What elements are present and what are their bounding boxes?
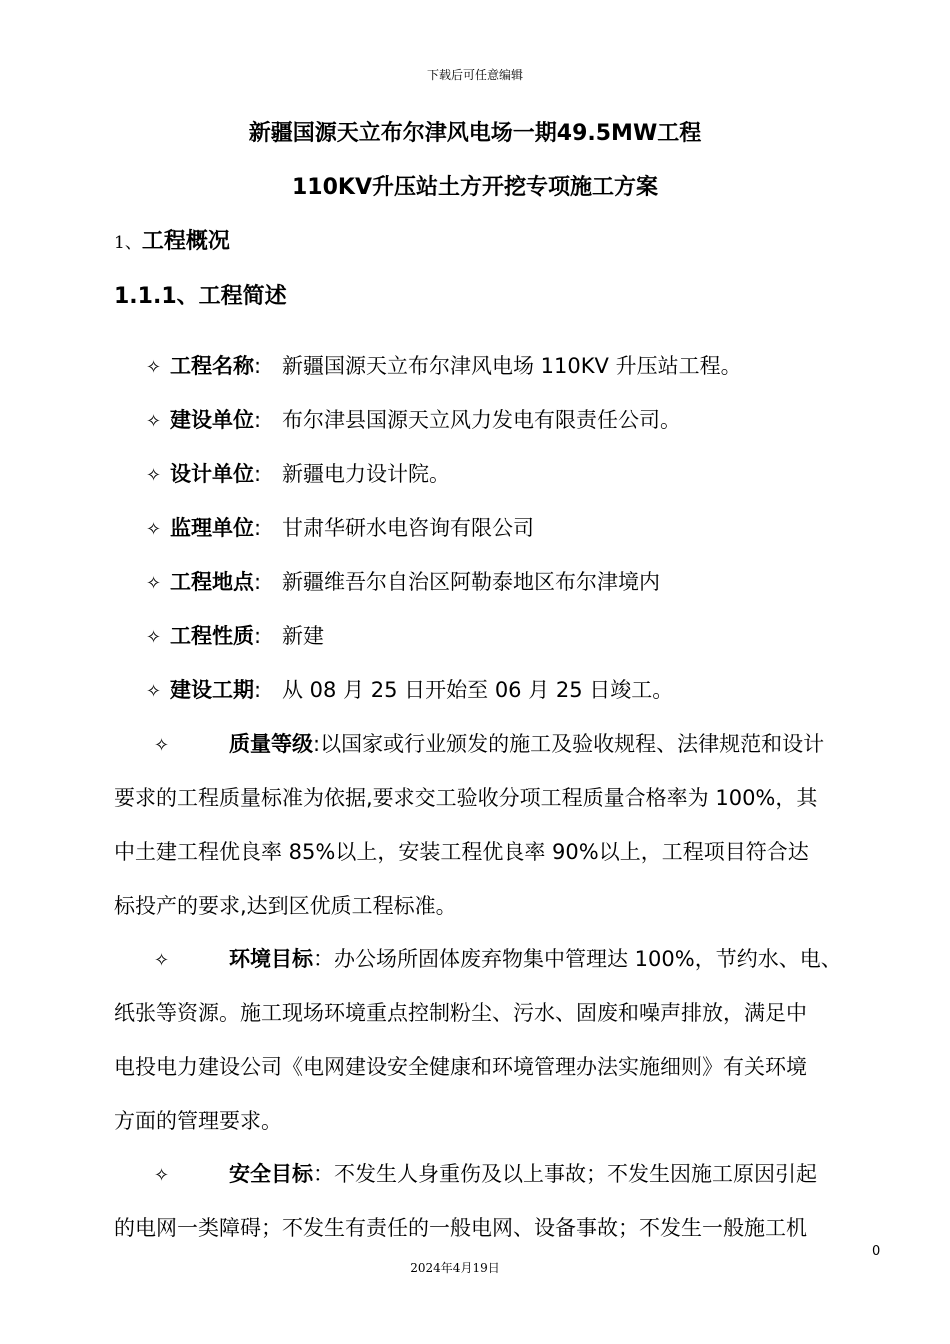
- item-value: 新疆国源天立布尔津风电场 110KV 升压站工程。: [282, 354, 742, 378]
- paragraph-label: 质量等级: [229, 732, 313, 756]
- info-item-project-name: [146, 350, 742, 380]
- document-title-line1: 新疆国源天立布尔津风电场一期49.5MW工程: [248, 121, 702, 146]
- item-colon: :: [254, 624, 262, 648]
- star-bullet-icon: ✧: [146, 681, 162, 702]
- page-number: 0: [872, 1244, 881, 1259]
- section-title: 工程概况: [141, 229, 230, 254]
- item-label: 工程名称: [170, 354, 254, 378]
- info-item-nature: [146, 620, 324, 650]
- item-colon: :: [254, 516, 262, 540]
- item-value: 新疆电力设计院。: [282, 462, 450, 486]
- item-colon: :: [254, 462, 262, 486]
- item-colon: :: [254, 354, 262, 378]
- info-item-owner: [146, 404, 681, 434]
- paragraph-label: 安全目标: [229, 1162, 313, 1186]
- item-value: 新疆维吾尔自治区阿勒泰地区布尔津境内: [282, 570, 660, 594]
- item-label: 工程性质: [170, 624, 254, 648]
- section-number: 1、: [114, 233, 142, 253]
- paragraph-line: 要求的工程质量标准为依据,要求交工验收分项工程质量合格率为 100%，其: [114, 786, 818, 810]
- item-value: 甘肃华研水电咨询有限公司: [282, 516, 534, 540]
- paragraph-line: ✧ 安全目标：不发生人身重伤及以上事故；不发生因施工原因引起: [114, 1158, 817, 1188]
- item-value: 从 08 月 25 日开始至 06 月 25 日竣工。: [282, 678, 674, 702]
- item-value: 新建: [282, 624, 324, 648]
- paragraph-line: ✧ 质量等级:以国家或行业颁发的施工及验收规程、法律规范和设计: [114, 728, 824, 758]
- item-colon: :: [254, 570, 262, 594]
- star-bullet-icon: ✧: [154, 735, 170, 756]
- star-bullet-icon: ✧: [154, 950, 170, 971]
- item-value: 布尔津县国源天立风力发电有限责任公司。: [282, 408, 681, 432]
- info-item-location: [146, 566, 660, 596]
- paragraph-line: ✧ 环境目标：办公场所固体废弃物集中管理达 100%，节约水、电、: [114, 943, 842, 973]
- item-colon: :: [254, 678, 262, 702]
- info-item-designer: [146, 458, 450, 488]
- item-label: 工程地点: [170, 570, 254, 594]
- item-label: 监理单位: [170, 516, 254, 540]
- paragraph-line: 中土建工程优良率 85%以上，安装工程优良率 90%以上，工程项目符合达: [114, 840, 809, 864]
- star-bullet-icon: ✧: [146, 573, 162, 594]
- paragraph-line: 纸张等资源。施工现场环境重点控制粉尘、污水、固废和噪声排放，满足中: [114, 1001, 807, 1025]
- paragraph-line: 方面的管理要求。: [114, 1109, 282, 1133]
- paragraph-line: 的电网一类障碍；不发生有责任的一般电网、设备事故；不发生一般施工机: [114, 1216, 807, 1240]
- star-bullet-icon: ✧: [146, 411, 162, 432]
- document-title-line2: 110KV升压站土方开挖专项施工方案: [292, 175, 658, 200]
- star-bullet-icon: ✧: [146, 465, 162, 486]
- item-label: 建设单位: [170, 408, 254, 432]
- paragraph-line: 标投产的要求,达到区优质工程标准。: [114, 894, 457, 918]
- subsection-heading: 1.1.1、工程简述: [114, 284, 287, 309]
- paragraph-line: 电投电力建设公司《电网建设安全健康和环境管理办法实施细则》有关环境: [114, 1055, 807, 1079]
- star-bullet-icon: ✧: [154, 1165, 170, 1186]
- item-label: 设计单位: [170, 462, 254, 486]
- star-bullet-icon: ✧: [146, 627, 162, 648]
- info-item-supervisor: [146, 512, 534, 542]
- item-label: 建设工期: [170, 678, 254, 702]
- footer-date: 2024年4月19日: [410, 1261, 500, 1275]
- header-note: 下载后可任意编辑: [426, 68, 523, 82]
- item-colon: :: [254, 408, 262, 432]
- info-item-schedule: [146, 674, 673, 704]
- star-bullet-icon: ✧: [146, 519, 162, 540]
- star-bullet-icon: ✧: [146, 357, 162, 378]
- paragraph-label: 环境目标: [229, 947, 313, 971]
- section-heading: [114, 224, 230, 255]
